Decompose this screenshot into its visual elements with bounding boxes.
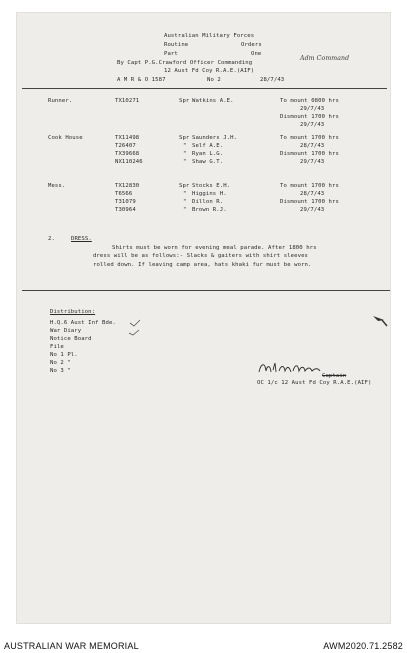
dress-title: DRESS. xyxy=(71,236,92,242)
cookhouse-rank: " xyxy=(183,159,187,165)
dress-number: 2. xyxy=(48,236,55,242)
runner-note: To mount 0800 hrs xyxy=(280,98,339,104)
footer-institution: AUSTRALIAN WAR MEMORIAL xyxy=(4,641,139,651)
cookhouse-num: TX11498 xyxy=(115,135,140,141)
runner-extra: Dismount 1700 hrs xyxy=(280,114,339,120)
dress-line-2: dress will be as follows:- Slacks & gaiters with shirt sleeves xyxy=(93,253,308,259)
signature-image xyxy=(257,360,329,376)
signature-title: Captain xyxy=(322,373,347,379)
mess-rank: " xyxy=(183,207,187,213)
signature-line: OC 1/c 12 Aust Fd Coy R.A.E.(AIF) xyxy=(257,380,372,386)
mess-num: T31079 xyxy=(115,199,136,205)
mess-name: Higgins H. xyxy=(192,191,227,197)
mess-name: Brown R.J. xyxy=(192,207,227,213)
mess-note: To mount 1700 hrs xyxy=(280,183,339,189)
header-date: 28/7/43 xyxy=(260,77,285,83)
header-ref: A M R & O 1587 xyxy=(117,77,166,83)
header-one: One xyxy=(251,51,262,57)
cookhouse-note: Dismount 1700 hrs xyxy=(280,151,339,157)
mess-name: Stocks E.H. xyxy=(192,183,231,189)
cookhouse-note: 28/7/43 xyxy=(300,143,325,149)
top-divider xyxy=(22,88,387,89)
middle-divider xyxy=(22,290,390,291)
runner-extra: 29/7/43 xyxy=(300,106,325,112)
header-number: No 2 xyxy=(207,77,221,83)
mess-note: 29/7/43 xyxy=(300,207,325,213)
mess-name: Dillon R. xyxy=(192,199,224,205)
distribution-title: Distribution: xyxy=(50,309,96,315)
dress-line-3: rolled down. If leaving camp area, hats khaki fur must be worn. xyxy=(93,262,312,268)
mess-rank: Spr xyxy=(179,183,190,189)
header-line-1: Australian Military Forces xyxy=(164,33,255,39)
distribution-item: Notice Board xyxy=(50,336,92,342)
distribution-item: War Diary xyxy=(50,328,82,334)
cookhouse-rank: " xyxy=(183,151,187,157)
dress-line-1: Shirts must be worn for evening meal parade. After 1800 hrs xyxy=(112,245,317,251)
header-routine: Routine xyxy=(164,42,189,48)
cookhouse-rank: Spr xyxy=(179,135,190,141)
mess-num: T30964 xyxy=(115,207,136,213)
cookhouse-num: NX110246 xyxy=(115,159,143,165)
cookhouse-num: TX39668 xyxy=(115,151,140,157)
header-part: Part xyxy=(164,51,178,57)
cookhouse-name: Saunders J.H. xyxy=(192,135,238,141)
cookhouse-name: Self A.E. xyxy=(192,143,224,149)
mess-note: 28/7/43 xyxy=(300,191,325,197)
cookhouse-name: Shaw G.T. xyxy=(192,159,224,165)
cookhouse-note: 29/7/43 xyxy=(300,159,325,165)
header-orders: Orders xyxy=(241,42,262,48)
distribution-item: H.Q.6 Aust Inf Bde. xyxy=(50,320,116,326)
runner-label: Runner. xyxy=(48,98,73,104)
runner-extra: 29/7/43 xyxy=(300,122,325,128)
footer-accession: AWM2020.71.2582 xyxy=(323,641,403,651)
mess-note: Dismount 1700 hrs xyxy=(280,199,339,205)
cookhouse-label: Cook House xyxy=(48,135,83,141)
runner-name: Watkins A.E. xyxy=(192,98,234,104)
distribution-item: No 2 " xyxy=(50,360,71,366)
cookhouse-rank: " xyxy=(183,143,187,149)
handwritten-annotation: Adm Command xyxy=(300,55,350,62)
mess-rank: " xyxy=(183,199,187,205)
runner-rank: Spr xyxy=(179,98,190,104)
pen-mark-icon xyxy=(372,314,388,328)
tick-mark-icon xyxy=(128,319,142,337)
distribution-item: File xyxy=(50,344,64,350)
distribution-item: No 1 Pl. xyxy=(50,352,78,358)
cookhouse-note: To mount 1700 hrs xyxy=(280,135,339,141)
runner-num: TX10271 xyxy=(115,98,140,104)
header-by-line: By Capt P.G.Crawford Officer Commanding xyxy=(117,60,253,66)
mess-num: T6566 xyxy=(115,191,133,197)
cookhouse-name: Ryan L.G. xyxy=(192,151,224,157)
distribution-item: No 3 " xyxy=(50,368,71,374)
mess-rank: " xyxy=(183,191,187,197)
cookhouse-num: T26407 xyxy=(115,143,136,149)
header-unit: 12 Aust Fd Coy R.A.E.(AIF) xyxy=(164,68,255,74)
mess-num: TX12830 xyxy=(115,183,140,189)
mess-label: Mess. xyxy=(48,183,66,189)
